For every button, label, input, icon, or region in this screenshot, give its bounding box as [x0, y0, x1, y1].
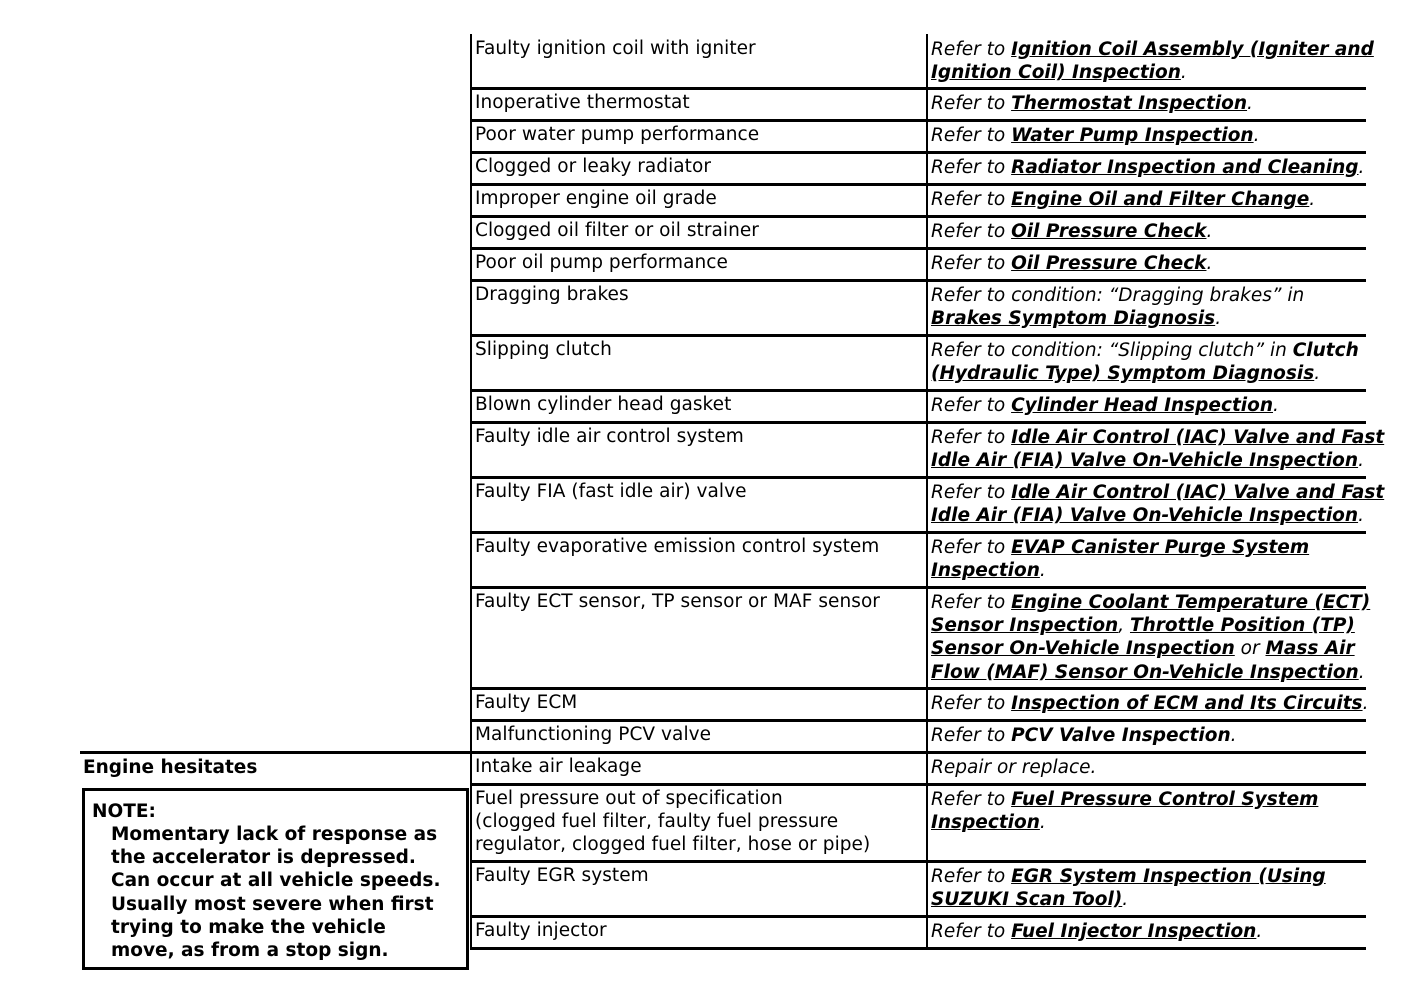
cause-text: Clogged or leaky radiator	[475, 156, 712, 177]
reference-link[interactable]: SUZUKI Scan Tool)	[931, 889, 1123, 911]
correction-text: Refer to	[931, 693, 1012, 714]
cause-text: Faulty evaporative emission control system	[475, 536, 880, 557]
cause-text: Faulty ignition coil with igniter	[475, 38, 756, 59]
correction-line	[931, 888, 1401, 911]
correction-line	[931, 38, 1401, 61]
table-row	[470, 282, 1366, 337]
correction-cell	[931, 788, 1401, 834]
reference-link[interactable]: Water Pump Inspection	[1011, 125, 1254, 146]
correction-text: Refer to	[931, 482, 1012, 503]
cause-cell	[475, 919, 915, 942]
table-row	[470, 863, 1366, 918]
cause-text: Blown cylinder head gasket	[475, 394, 732, 415]
cause-text: Faulty EGR system	[475, 865, 649, 886]
correction-line	[931, 724, 1401, 747]
correction-line	[931, 614, 1401, 637]
correction-text: .	[1247, 93, 1253, 114]
reference-link[interactable]: Cylinder Head Inspection	[1011, 395, 1274, 416]
reference-link[interactable]: EGR System Inspection (Using	[1011, 866, 1326, 887]
note-label: NOTE:	[92, 801, 156, 822]
reference-link[interactable]: Inspection	[931, 560, 1040, 582]
cause-text: Faulty ECM	[475, 692, 578, 713]
table-row	[470, 534, 1366, 589]
cause-text: (clogged fuel filter, faulty fuel pressure	[475, 811, 839, 833]
cause-text: Faulty FIA (fast idle air) valve	[475, 481, 747, 502]
correction-cell	[931, 38, 1401, 84]
table-row	[470, 337, 1366, 392]
correction-cell	[931, 252, 1401, 275]
correction-line	[931, 61, 1401, 84]
correction-line	[931, 536, 1401, 559]
cause-text: Malfunctioning PCV valve	[475, 724, 712, 745]
reference-link[interactable]: Inspection	[931, 812, 1040, 834]
correction-cell	[931, 591, 1401, 684]
correction-text: Refer to	[931, 537, 1012, 558]
correction-text: .	[1256, 921, 1263, 942]
correction-line	[931, 307, 1401, 330]
cause-cell	[475, 425, 915, 448]
correction-cell	[931, 156, 1401, 179]
cause-cell	[475, 123, 915, 146]
reference-link[interactable]: Engine Coolant Temperature (ECT)	[1011, 592, 1371, 613]
correction-line	[931, 394, 1401, 417]
correction-text: Refer to	[931, 592, 1012, 613]
correction-line	[931, 362, 1401, 385]
cause-text: Inoperative thermostat	[475, 92, 690, 113]
note-line: Momentary lack of response as	[111, 824, 438, 845]
cause-cell	[475, 187, 915, 210]
cause-text: Dragging brakes	[475, 284, 629, 305]
correction-text: Refer to	[931, 221, 1012, 242]
correction-text: .	[1358, 661, 1365, 683]
reference-link[interactable]: (Hydraulic Type) Symptom Diagnosis	[931, 363, 1315, 385]
table-row	[470, 690, 1369, 722]
correction-text: .	[1309, 189, 1316, 210]
cause-text: Slipping clutch	[475, 339, 612, 360]
correction-line	[931, 156, 1401, 179]
cause-text: Faulty ECT sensor, TP sensor or MAF sensor	[475, 591, 880, 612]
correction-cell	[931, 188, 1401, 211]
cause-text: regulator, clogged fuel filter, hose or pipe)	[475, 834, 871, 856]
note-line: Usually most severe when first	[111, 893, 434, 915]
cause-cell	[475, 755, 915, 778]
correction-cell	[931, 426, 1401, 472]
cause-cell	[475, 691, 915, 714]
correction-text: .	[1362, 693, 1369, 714]
correction-line	[931, 481, 1401, 504]
correction-cell	[931, 284, 1401, 330]
correction-text: .	[1358, 157, 1365, 178]
correction-text: .	[1206, 221, 1213, 242]
reference-link[interactable]: Throttle Position (TP)	[1129, 615, 1355, 637]
correction-line	[931, 339, 1401, 362]
correction-cell	[931, 536, 1401, 582]
reference-title: PCV Valve Inspection	[1011, 725, 1231, 746]
correction-line	[931, 811, 1401, 834]
correction-line	[931, 124, 1401, 147]
correction-cell	[931, 692, 1401, 715]
correction-line	[931, 92, 1401, 115]
table-row	[470, 786, 1366, 863]
table-row	[470, 918, 1366, 950]
cause-text: Poor oil pump performance	[475, 252, 728, 273]
correction-line	[931, 449, 1401, 472]
reference-link[interactable]: Radiator Inspection and Cleaning	[1011, 157, 1359, 178]
correction-cell	[931, 220, 1401, 243]
cause-cell	[475, 155, 915, 178]
cause-cell	[475, 338, 915, 361]
reference-link[interactable]: Sensor On-Vehicle Inspection	[931, 638, 1235, 660]
correction-cell	[931, 724, 1401, 747]
cause-cell	[475, 590, 915, 613]
correction-text: Refer to	[931, 157, 1012, 178]
reference-link[interactable]: Idle Air Control (IAC) Valve and Fast	[1011, 427, 1385, 448]
cause-cell	[475, 219, 915, 242]
correction-text: Refer to	[931, 789, 1012, 810]
reference-link[interactable]: Idle Air (FIA) Valve On-Vehicle Inspection	[931, 450, 1359, 472]
condition-title: Engine hesitates	[83, 757, 258, 778]
correction-text: .	[1039, 812, 1046, 834]
cause-cell	[475, 723, 915, 746]
table-row	[470, 392, 1366, 424]
cause-text: Faulty injector	[475, 920, 607, 941]
correction-text: .	[1314, 363, 1321, 385]
correction-text: Refer to condition: “Slipping clutch” in	[931, 340, 1293, 361]
correction-line	[931, 188, 1401, 211]
reference-link[interactable]: EVAP Canister Purge System	[1011, 537, 1310, 558]
correction-line	[931, 865, 1401, 888]
note-line: trying to make the vehicle	[111, 916, 386, 938]
table-row	[470, 589, 1371, 690]
cause-cell	[475, 283, 915, 306]
correction-text: .	[1358, 450, 1364, 472]
reference-link[interactable]: Fuel Pressure Control System	[1011, 789, 1319, 810]
correction-cell	[931, 339, 1401, 385]
correction-line	[931, 220, 1401, 243]
correction-text: .	[1253, 125, 1260, 146]
correction-text: ,	[1118, 615, 1130, 637]
table-row	[470, 424, 1385, 479]
correction-text: Refer to	[931, 125, 1012, 146]
correction-text: .	[1230, 725, 1237, 746]
reference-link[interactable]: Brakes Symptom Diagnosis	[931, 308, 1216, 330]
condition-separator	[80, 751, 472, 754]
note-line: Can occur at all vehicle speeds.	[111, 870, 441, 892]
cause-cell	[475, 251, 915, 274]
reference-link[interactable]: Oil Pressure Check	[1011, 221, 1207, 242]
cause-text: Intake air leakage	[475, 756, 642, 777]
note-body	[111, 823, 461, 962]
table-row	[470, 90, 1366, 122]
reference-link[interactable]: Fuel Injector Inspection	[1011, 921, 1257, 942]
correction-cell	[931, 920, 1401, 943]
correction-line	[931, 756, 1401, 779]
correction-line	[931, 504, 1401, 527]
correction-line	[931, 591, 1401, 614]
correction-text: .	[1358, 505, 1364, 527]
correction-text: Refer to	[931, 427, 1012, 448]
correction-text: Refer to	[931, 866, 1012, 887]
correction-text: .	[1180, 62, 1187, 84]
correction-text: .	[1215, 308, 1222, 330]
note-line: move, as from a stop sign.	[111, 940, 389, 962]
note-box	[82, 788, 469, 970]
cause-text: Poor water pump performance	[475, 124, 760, 145]
correction-text: .	[1206, 253, 1213, 274]
correction-cell	[931, 124, 1401, 147]
reference-link[interactable]: Idle Air Control (IAC) Valve and Fast	[1011, 482, 1385, 503]
table-row	[470, 479, 1385, 534]
reference-link[interactable]: Inspection of ECM and Its Circuits	[1011, 693, 1363, 714]
reference-link[interactable]: Mass Air	[1265, 638, 1355, 660]
cause-text: Faulty idle air control system	[475, 426, 744, 447]
correction-text: .	[1122, 889, 1129, 911]
reference-title: Clutch	[1292, 340, 1359, 361]
reference-link[interactable]: Ignition Coil Assembly (Igniter and	[1011, 39, 1374, 60]
correction-line	[931, 559, 1401, 582]
cause-text: Clogged oil filter or oil strainer	[475, 220, 759, 241]
reference-link[interactable]: Sensor Inspection	[931, 615, 1119, 637]
correction-line	[931, 637, 1401, 660]
correction-line	[931, 661, 1401, 684]
correction-cell	[931, 865, 1401, 911]
reference-link[interactable]: Engine Oil and Filter Change	[1011, 189, 1310, 210]
correction-text: Refer to	[931, 189, 1012, 210]
correction-text: Refer to	[931, 253, 1012, 274]
table-row	[470, 754, 1366, 786]
cause-text: Fuel pressure out of specification	[475, 788, 783, 809]
correction-line	[931, 920, 1401, 943]
correction-text: Refer to	[931, 39, 1012, 60]
correction-text: Refer to	[931, 395, 1012, 416]
reference-link[interactable]: Ignition Coil) Inspection	[931, 62, 1181, 84]
cause-cell	[475, 393, 915, 416]
cause-text: Improper engine oil grade	[475, 188, 717, 209]
correction-text: or	[1234, 638, 1266, 660]
cause-cell	[475, 864, 915, 887]
cause-cell	[475, 535, 915, 558]
table-row	[470, 218, 1366, 250]
correction-text: Repair or replace.	[931, 757, 1097, 778]
note-line: the accelerator is depressed.	[111, 847, 416, 869]
table-row	[470, 122, 1366, 154]
table-row	[470, 722, 1366, 754]
correction-text: .	[1273, 395, 1279, 416]
reference-link[interactable]: Oil Pressure Check	[1011, 253, 1207, 274]
cause-cell	[475, 37, 915, 60]
correction-line	[931, 788, 1401, 811]
correction-text: Refer to condition: “Dragging brakes” in	[931, 285, 1305, 306]
correction-cell	[931, 394, 1401, 417]
reference-link[interactable]: Flow (MAF) Sensor On-Vehicle Inspection	[931, 661, 1359, 683]
cause-cell	[475, 480, 915, 503]
correction-line	[931, 692, 1401, 715]
correction-text: Refer to	[931, 93, 1012, 114]
table-row	[470, 250, 1366, 282]
correction-cell	[931, 92, 1401, 115]
table-row	[470, 154, 1366, 186]
table-row	[470, 36, 1374, 90]
correction-cell	[931, 756, 1401, 779]
cause-cell	[475, 91, 915, 114]
table-row	[470, 186, 1366, 218]
correction-line	[931, 252, 1401, 275]
correction-text: .	[1039, 560, 1046, 582]
correction-line	[931, 426, 1401, 449]
correction-line	[931, 284, 1401, 307]
reference-link[interactable]: Idle Air (FIA) Valve On-Vehicle Inspection	[931, 505, 1359, 527]
correction-text: Refer to	[931, 921, 1012, 942]
correction-cell	[931, 481, 1401, 527]
cause-cell	[475, 787, 915, 857]
reference-link[interactable]: Thermostat Inspection	[1011, 93, 1248, 114]
correction-text: Refer to	[931, 725, 1012, 746]
